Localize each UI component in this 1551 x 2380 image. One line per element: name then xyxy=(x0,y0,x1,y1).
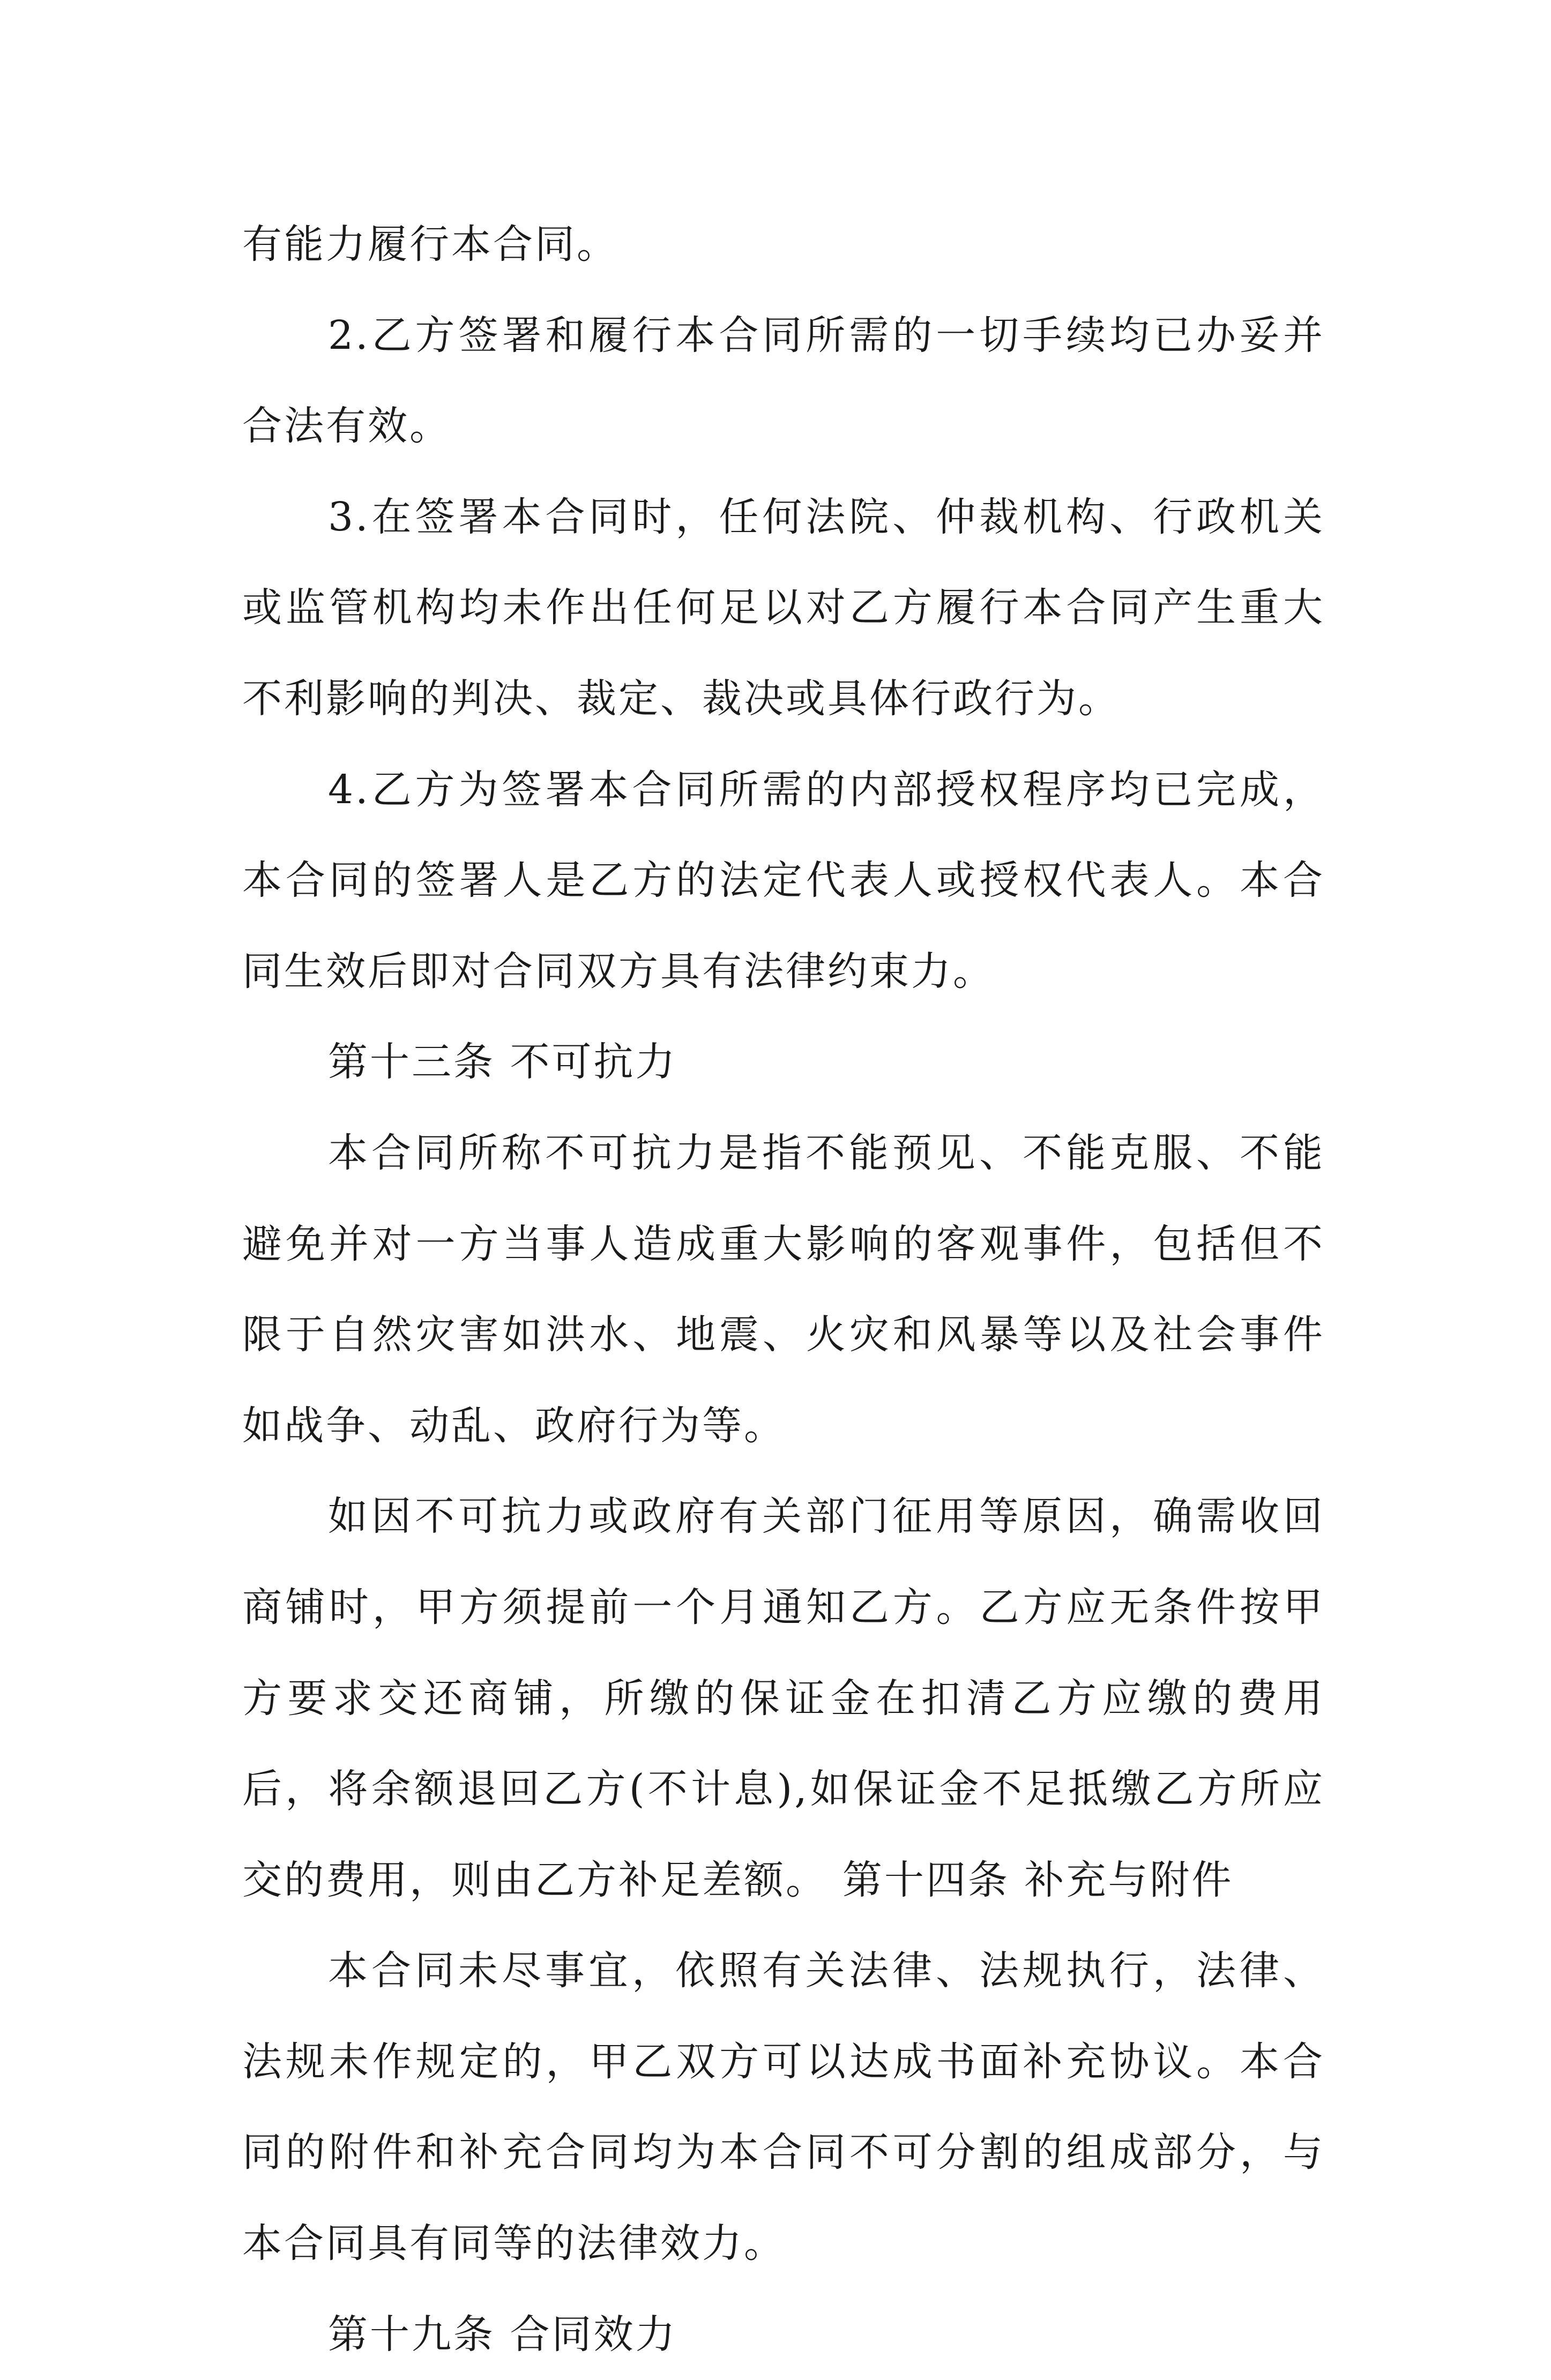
clause-4-paragraph: 4.乙方为签署本合同所需的内部授权程序均已完成，本合同的签署人是乙方的法定代表人或授权代表人。本合同生效后即对合同双方具有法律约束力。 xyxy=(242,766,1325,994)
supplement-paragraph: 本合同未尽事宜，依照有关法律、法规执行，法律、法规未作规定的，甲乙双方可以达成书面补充协议。本合同的附件和补充合同均为本合同不可分割的组成部分，与本合同具有同等的法律效力。 xyxy=(242,1948,1325,2267)
force-majeure-definition: 本合同所称不可抗力是指不能预见、不能克服、不能避免并对一方当事人造成重大影响的客观事件，包括但不限于自然灾害如洪水、地震、火灾和风暴等以及社会事件如战争、动乱、政府行为等。 xyxy=(242,1129,1325,1449)
clause-2-paragraph: 2.乙方签署和履行本合同所需的一切手续均已办妥并合法有效。 xyxy=(242,312,1325,450)
article-14-heading: 第十四条 补充与附件 xyxy=(842,1857,1234,1903)
contract-body xyxy=(242,199,1325,2380)
force-majeure-recovery-paragraph xyxy=(242,1471,1325,1926)
paragraph-continuation: 有能力履行本合同。 xyxy=(242,221,618,267)
article-19-heading: 第十九条 合同效力 xyxy=(328,2311,677,2357)
clause-3-paragraph: 3.在签署本合同时，任何法院、仲裁机构、行政机关或监管机构均未作出任何足以对乙方履行本合同产生重大不利影响的判决、裁定、裁决或具体行政行为。 xyxy=(242,493,1325,722)
force-majeure-recovery-text: 如因不可抗力或政府有关部门征用等原因，确需收回商铺时，甲方须提前一个月通知乙方。乙方应无条件按甲方要求交还商铺，所缴的保证金在扣清乙方应缴的费用后，将余额退回乙方(不计息),如保证金不足抵缴乙方所应交的费用，则由乙方补足差额。 xyxy=(242,1493,1325,1903)
article-13-heading: 第十三条 不可抗力 xyxy=(328,1039,677,1086)
